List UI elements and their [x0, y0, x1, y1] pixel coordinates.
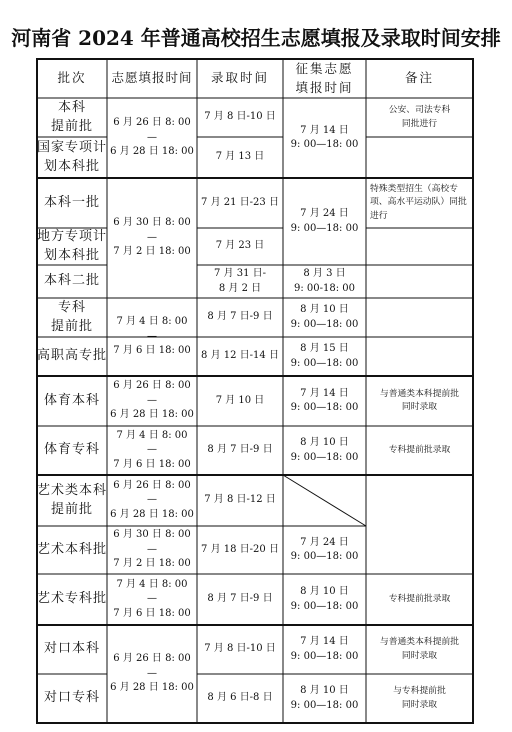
collect-time-cell: 8 月 3 日 9: 00-18: 00	[293, 268, 355, 294]
batch-cell: 艺术本科批	[37, 541, 107, 557]
batch-cell: 高职高专批	[37, 348, 107, 364]
note-cell: 特殊类型招生（高校专项、高水平运动队）同批进行	[370, 184, 467, 221]
batch-cell: 体育本科	[43, 392, 100, 408]
header-notes: 备注	[404, 70, 434, 86]
admission-time-cell: 8 月 7 日-9 日	[207, 593, 273, 605]
diagonal-slash	[283, 475, 366, 526]
batch-cell: 国家专项计 划本科批	[37, 139, 107, 174]
fill-time-cell: 7 月 4 日 8: 00 — 7 月 6 日 18: 00	[113, 316, 191, 357]
admission-time-cell: 8 月 6 日-8 日	[207, 692, 273, 704]
collect-time-cell: 7 月 24 日 9: 00—18: 00	[290, 208, 359, 234]
batch-cell: 艺术类本科 提前批	[37, 482, 107, 517]
collect-time-cell: 7 月 14 日 9: 00—18: 00	[290, 387, 359, 413]
header-fill-time: 志愿填报时间	[111, 70, 193, 86]
schedule-table	[36, 58, 474, 724]
fill-time-cell: 6 月 30 日 8: 00 — 7 月 2 日 18: 00	[113, 217, 191, 258]
fill-time-cell: 7 月 4 日 8: 00 — 7 月 6 日 18: 00	[113, 578, 191, 619]
admission-time-cell: 7 月 10 日	[215, 394, 265, 406]
admission-time-cell: 8 月 7 日-9 日	[207, 444, 273, 456]
collect-time-cell: 8 月 10 日 9: 00—18: 00	[290, 586, 359, 612]
batch-cell: 本科 提前批	[50, 99, 93, 134]
collect-time-cell: 8 月 10 日 9: 00—18: 00	[290, 685, 359, 711]
note-cell: 与普通类本科提前批 同时录取	[379, 388, 460, 412]
note-cell: 与普通类本科提前批 同时录取	[379, 637, 460, 661]
fill-time-cell: 6 月 26 日 8: 00 — 6 月 28 日 18: 00	[110, 479, 194, 520]
fill-time-cell: 7 月 4 日 8: 00 — 7 月 6 日 18: 00	[113, 429, 191, 470]
header-batch: 批次	[57, 70, 87, 86]
admission-time-cell: 7 月 8 日-12 日	[204, 494, 276, 506]
collect-time-cell: 7 月 24 日 9: 00—18: 00	[290, 536, 359, 562]
header-admission-time: 录取时间	[210, 70, 269, 86]
admission-time-cell: 8 月 12 日-14 日	[201, 350, 279, 362]
batch-cell: 专科 提前批	[50, 299, 93, 334]
collect-time-cell: 7 月 14 日 9: 00—18: 00	[290, 636, 359, 662]
batch-cell: 本科二批	[43, 273, 100, 289]
note-cell: 公安、司法专科 同批进行	[388, 105, 451, 129]
admission-time-cell: 7 月 31 日- 8 月 2 日	[213, 268, 266, 294]
batch-cell: 本科一批	[43, 194, 100, 210]
collect-time-cell: 8 月 10 日 9: 00—18: 00	[290, 437, 359, 463]
note-cell: 与专科提前批 同时录取	[393, 686, 446, 710]
admission-time-cell: 7 月 18 日-20 日	[201, 543, 279, 555]
note-cell: 专科提前批录取	[388, 593, 451, 604]
batch-cell: 艺术专科批	[37, 591, 107, 607]
admission-time-cell: 7 月 23 日	[215, 240, 265, 252]
fill-time-cell: 6 月 26 日 8: 00 — 6 月 28 日 18: 00	[110, 380, 194, 421]
fill-time-cell: 6 月 26 日 8: 00 — 6 月 28 日 18: 00	[110, 117, 194, 158]
fill-time-cell: 6 月 30 日 8: 00 — 7 月 2 日 18: 00	[113, 529, 191, 570]
batch-cell: 体育专科	[43, 442, 100, 458]
header-collect-time: 征集志愿 填报时间	[295, 61, 354, 95]
admission-time-cell: 8 月 7 日-9 日	[207, 311, 273, 323]
batch-cell: 对口专科	[43, 690, 100, 706]
batch-cell: 对口本科	[43, 641, 100, 657]
document-title: 河南省 2024 年普通高校招生志愿填报及录取时间安排	[11, 26, 501, 50]
collect-time-cell: 8 月 10 日 9: 00—18: 00	[290, 304, 359, 330]
fill-time-cell: 6 月 26 日 8: 00 — 6 月 28 日 18: 00	[110, 653, 194, 694]
collect-time-cell: 8 月 15 日 9: 00—18: 00	[290, 343, 359, 369]
collect-time-cell: 7 月 14 日 9: 00—18: 00	[290, 124, 359, 150]
admission-time-cell: 7 月 8 日-10 日	[204, 111, 276, 123]
admission-time-cell: 7 月 13 日	[215, 151, 265, 163]
admission-time-cell: 7 月 21 日-23 日	[201, 196, 279, 208]
admission-time-cell: 7 月 8 日-10 日	[204, 643, 276, 655]
note-cell: 专科提前批录取	[388, 444, 451, 455]
batch-cell: 地方专项计 划本科批	[37, 228, 107, 263]
